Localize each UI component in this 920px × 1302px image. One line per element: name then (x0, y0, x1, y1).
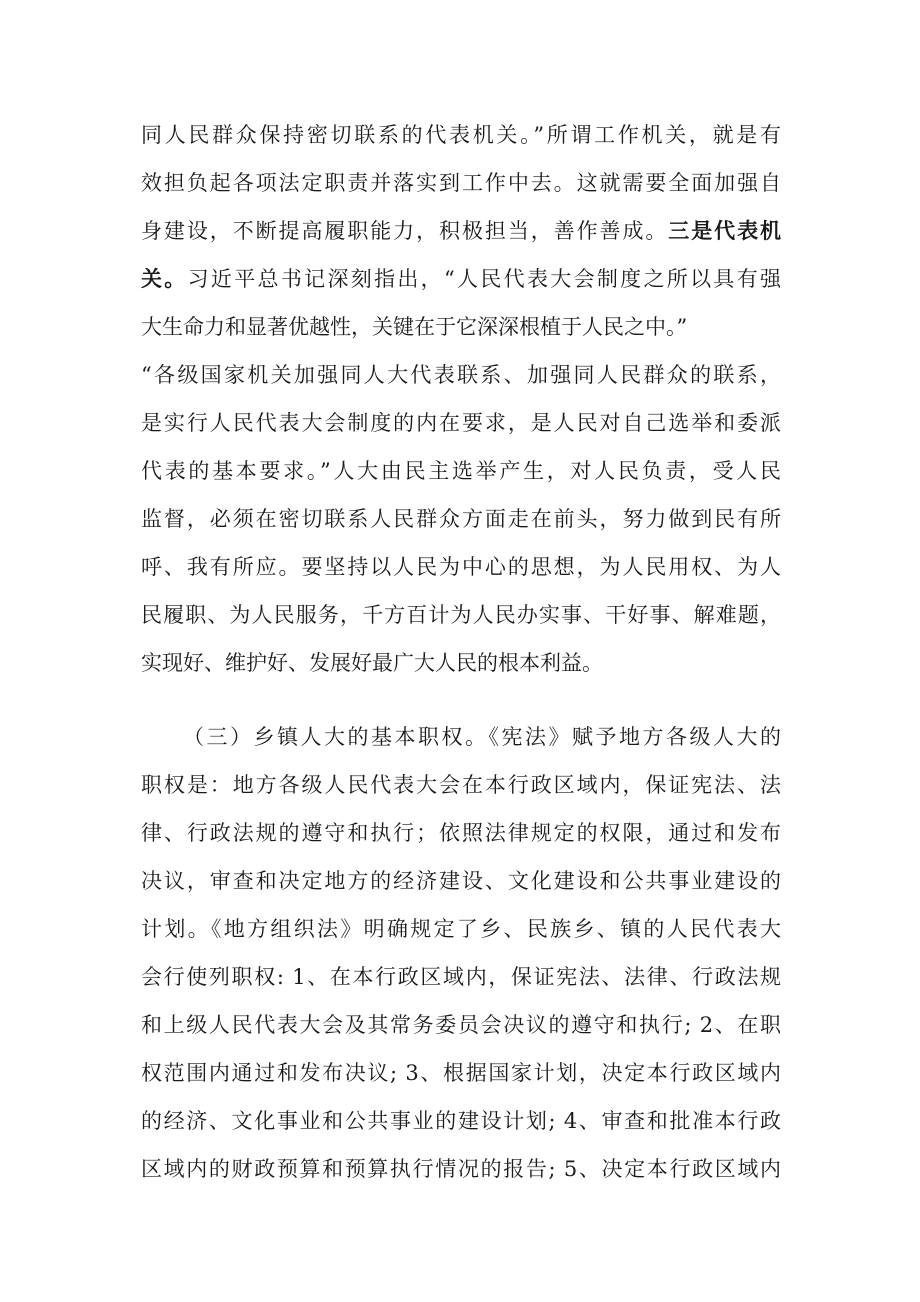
paragraph-line (141, 257, 781, 301)
paragraph-line: 呼、我有所应。要坚持以人民为中心的思想，为人民用权、为人 (141, 555, 781, 579)
paragraph-line: 代表的基本要求。”人大由民主选举产生，对人民负责，受人民 (141, 459, 781, 483)
paragraph-line: 区域内的财政预算和预算执行情况的报告; 5、决定本行政区域内 (141, 1157, 781, 1181)
paragraph-line: 同人民群众保持密切联系的代表机关。”所谓工作机关，就是有 (141, 123, 781, 147)
paragraph-line: （三）乡镇人大的基本职权。《宪法》赋予地方各级人大的 (183, 725, 781, 749)
paragraph-line: 权范围内通过和发布决议; 3、根据国家计划，决定本行政区域内 (141, 1061, 781, 1085)
paragraph-line: 实现好、维护好、发展好最广大人民的根本利益。 (141, 651, 603, 675)
paragraph-line: 计划。《地方组织法》明确规定了乡、民族乡、镇的人民代表大 (141, 917, 781, 941)
bold-heading-text: 三是代表机 (668, 218, 782, 243)
paragraph-line: 是实行人民代表大会制度的内在要求，是人民对自己选举和委派 (141, 411, 781, 435)
paragraph-line: “各级国家机关加强同人大代表联系、加强同人民群众的联系， (141, 363, 781, 387)
paragraph-line: 效担负起各项法定职责并落实到工作中去。这就需要全面加强自 (141, 171, 781, 195)
paragraph-line: 决议，审查和决定地方的经济建设、文化建设和公共事业建设的 (141, 869, 781, 893)
paragraph-line: 会行使列职权: 1、在本行政区域内，保证宪法、法律、行政法规 (141, 965, 781, 989)
paragraph-line (141, 209, 781, 253)
paragraph-line: 律、行政法规的遵守和执行；依照法律规定的权限，通过和发布 (141, 821, 781, 845)
bold-heading-text: 关。 (141, 266, 188, 291)
paragraph-line: 和上级人民代表大会及其常务委员会决议的遵守和执行; 2、在职 (141, 1013, 781, 1037)
paragraph-line: 的经济、文化事业和公共事业的建设计划; 4、审查和批准本行政 (141, 1109, 781, 1133)
paragraph-line: 监督，必须在密切联系人民群众方面走在前头，努力做到民有所 (141, 507, 781, 531)
paragraph-line: 民履职、为人民服务，千方百计为人民办实事、干好事、解难题， (141, 603, 781, 627)
line-text: 身建设，不断提高履职能力，积极担当，善作善成。 (141, 219, 669, 243)
paragraph-line: 职权是：地方各级人民代表大会在本行政区域内，保证宪法、法 (141, 773, 781, 797)
line-text: 习近平总书记深刻指出，“人民代表大会制度之所以具有强 (187, 267, 782, 291)
paragraph-line: 大生命力和显著优越性，关键在于它深深根植于人民之中。” (141, 315, 688, 339)
